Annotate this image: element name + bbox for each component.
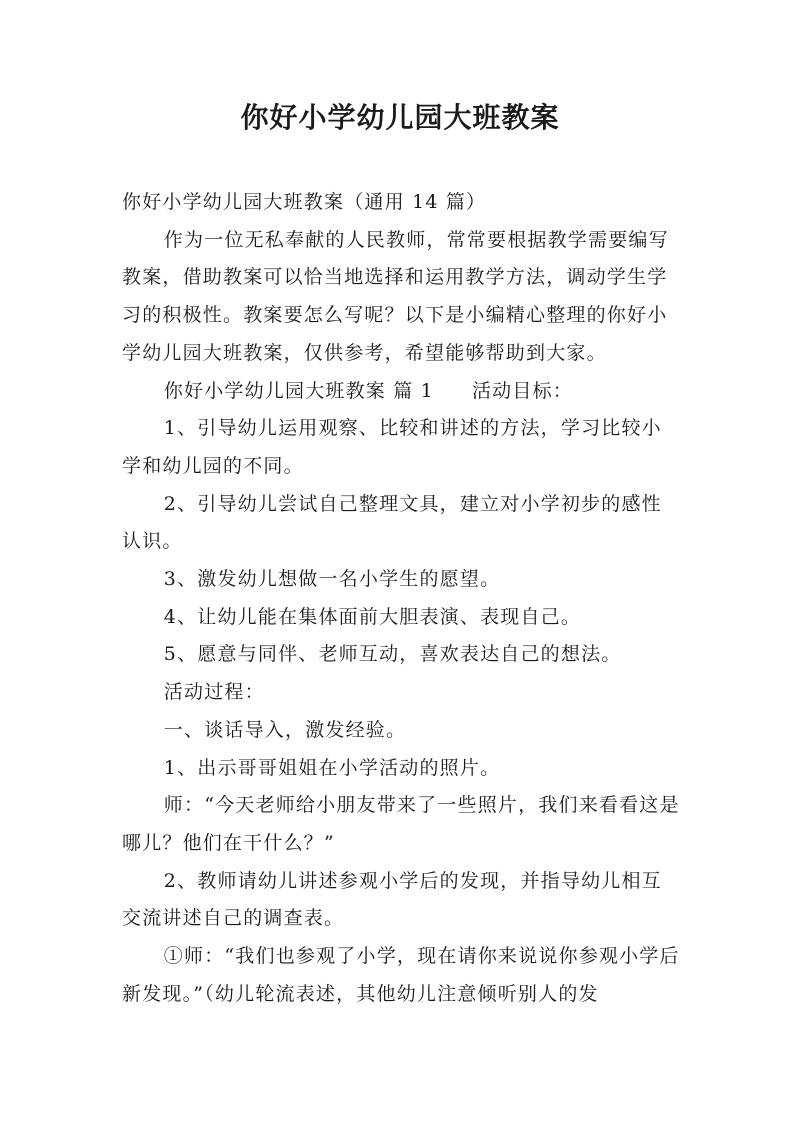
process-step: 师：“今天老师给小朋友带来了一些照片，我们来看看这是哪儿？他们在干什么？” — [122, 794, 680, 854]
goal-item: 5、愿意与同伴、老师互动，喜欢表达自己的想法。 — [163, 643, 622, 666]
goal-item: 3、激发幼儿想做一名小学生的愿望。 — [163, 568, 501, 591]
document-body — [122, 184, 682, 1013]
document-title: 你好小学幼儿园大班教案 — [240, 101, 560, 134]
process-step: 一、谈话导入，激发经验。 — [163, 718, 407, 741]
goal-item: 2、引导幼儿尝试自己整理文具，建立对小学初步的感性认识。 — [122, 492, 662, 553]
goal-item: 4、让幼儿能在集体面前大胆表演、表现自己。 — [163, 605, 582, 628]
goals-heading: 活动目标： — [471, 379, 573, 402]
process-heading: 活动过程： — [163, 681, 265, 704]
section-heading: 你好小学幼儿园大班教案 篇 1 — [163, 379, 434, 402]
goal-item: 1、引导幼儿运用观察、比较和讲述的方法，学习比较小学和幼儿园的不同。 — [122, 417, 662, 477]
process-step: 2、教师请幼儿讲述参观小学后的发现，并指导幼儿相互交流讲述自己的调查表。 — [122, 869, 662, 930]
document-subtitle: 你好小学幼儿园大班教案（通用 14 篇） — [122, 191, 487, 213]
intro-paragraph: 作为一位无私奉献的人民教师，常常要根据教学需要编写教案，借助教案可以恰当地选择和运用教学方法，调动学生学习的积极性。教案要怎么写呢？以下是小编精心整理的你好小学幼儿园大班教案，仅供参考，希望能够帮助到大家。 — [122, 228, 669, 364]
section-heading-line — [122, 373, 682, 411]
process-step: ①师：“我们也参观了小学，现在请你来说说你参观小学后新发现。”（幼儿轮流表述，其他幼儿注意倾听别人的发 — [122, 945, 680, 1005]
process-step: 1、出示哥哥姐姐在小学活动的照片。 — [163, 756, 501, 779]
